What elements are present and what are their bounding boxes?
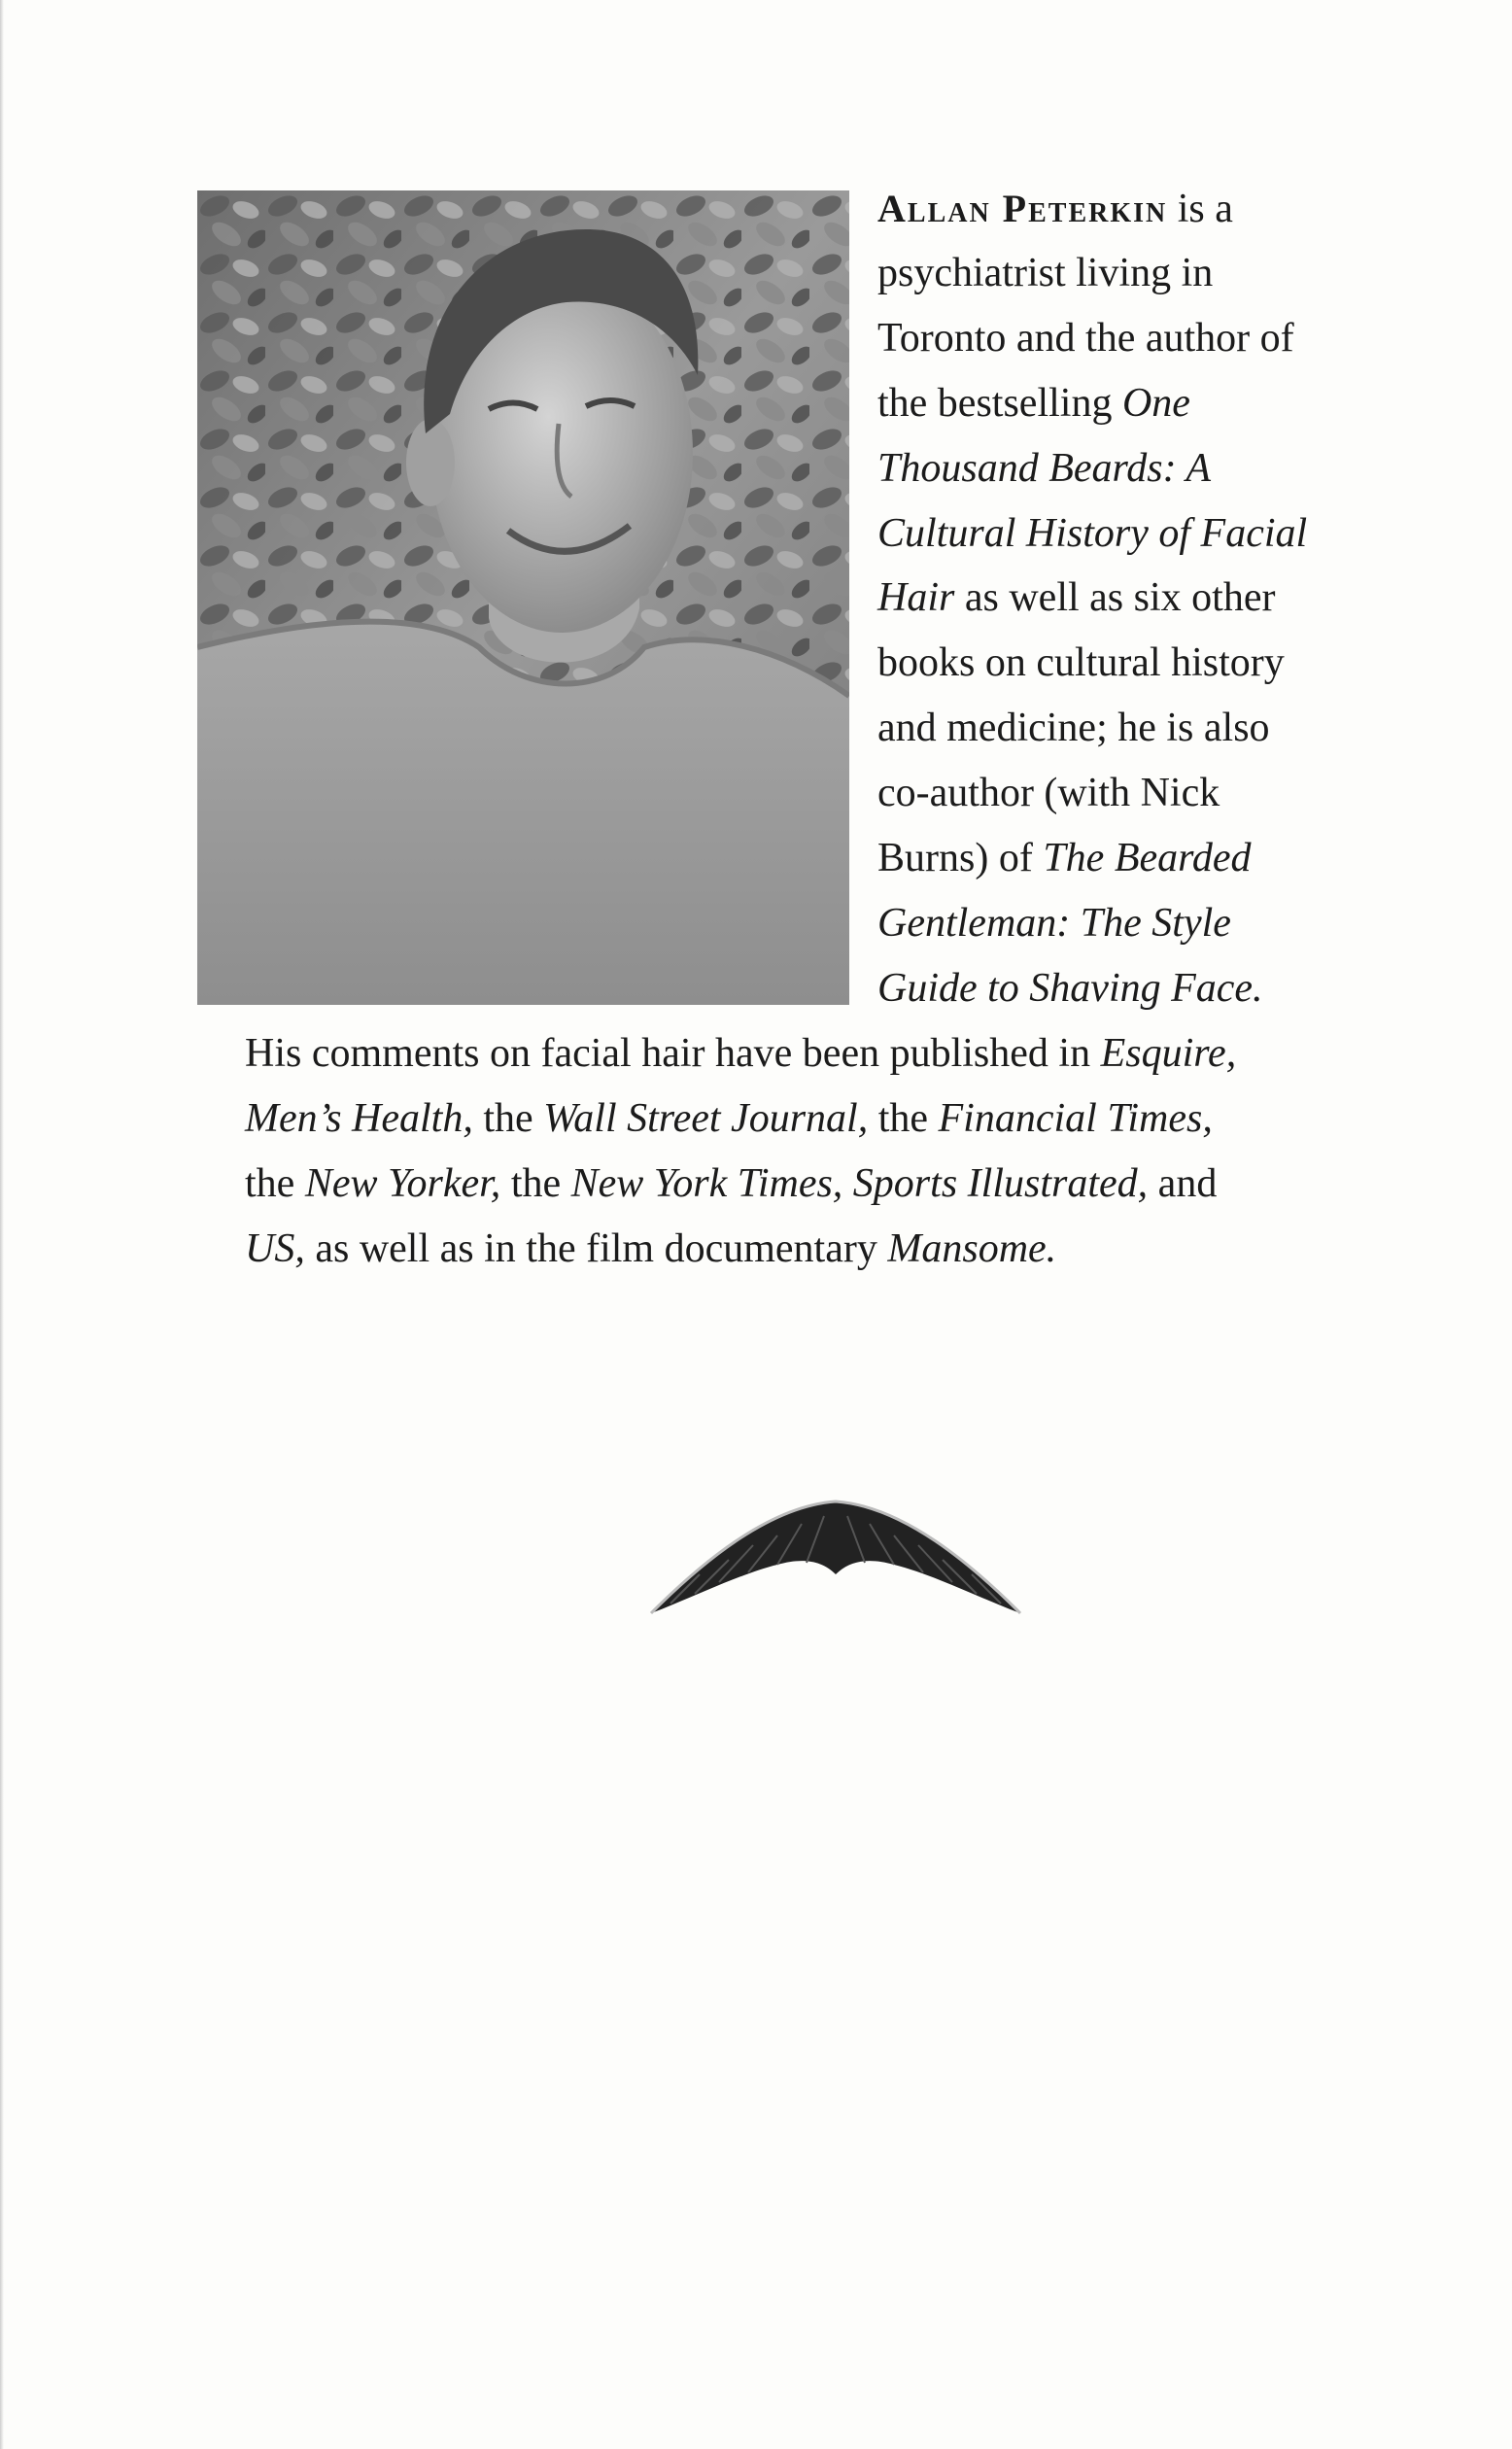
comments-text: His comments on facial hair have been published in xyxy=(245,1031,1101,1076)
bio-text: Toronto and the author of xyxy=(877,316,1294,361)
bio-line-10 xyxy=(877,773,1220,813)
publication-title: Wall Street Journal, xyxy=(543,1096,869,1141)
bio-line-9 xyxy=(877,707,1270,748)
comments-text: as well as in the film documentary xyxy=(304,1226,888,1271)
comments-text: the xyxy=(868,1096,939,1141)
bio-line-2 xyxy=(877,253,1213,293)
publication-title: Financial Times, xyxy=(938,1096,1213,1141)
comments-line-2 xyxy=(245,1098,1213,1139)
comments-text: the xyxy=(245,1161,305,1206)
publication-title: Esquire, xyxy=(1100,1031,1237,1076)
comments-line-4 xyxy=(245,1228,1056,1269)
bio-line-5 xyxy=(877,448,1211,489)
author-photo xyxy=(197,190,849,1005)
page-edge xyxy=(0,0,4,2449)
publication-title: New York Times, Sports Illustrated, xyxy=(570,1161,1149,1206)
comments-text: the xyxy=(500,1161,571,1206)
publication-title: New Yorker, xyxy=(304,1161,501,1206)
author-name: Allan Peterkin xyxy=(877,187,1168,230)
bio-text: is a xyxy=(1167,187,1233,231)
book-title: Guide to Shaving Face. xyxy=(877,966,1263,1011)
bio-text: Burns) of xyxy=(877,836,1044,880)
book-title: One xyxy=(1121,381,1190,426)
mustache-icon xyxy=(641,1467,1030,1642)
book-title: Thousand Beards: A xyxy=(877,446,1212,491)
bio-line-6 xyxy=(877,513,1307,554)
book-title: Hair xyxy=(877,575,955,620)
publication-title: Men’s Health, xyxy=(245,1096,473,1141)
bio-text: the bestselling xyxy=(877,381,1122,426)
bio-text: psychiatrist living in xyxy=(877,251,1214,295)
book-title: The Bearded xyxy=(1043,836,1252,880)
book-title: Gentleman: The Style xyxy=(877,901,1231,946)
comments-text: and xyxy=(1148,1161,1218,1206)
bio-text: books on cultural history xyxy=(877,640,1285,685)
book-title: Cultural History of Facial xyxy=(877,511,1308,556)
film-title: Mansome. xyxy=(887,1226,1057,1271)
bio-line-11 xyxy=(877,838,1252,879)
comments-text: the xyxy=(472,1096,544,1141)
comments-line-3 xyxy=(245,1163,1217,1204)
bio-line-12 xyxy=(877,903,1231,944)
bio-line-8 xyxy=(877,642,1285,683)
bio-text: and medicine; he is also xyxy=(877,706,1270,750)
bio-line-4 xyxy=(877,383,1190,424)
comments-line-1 xyxy=(245,1033,1236,1074)
bio-line-13 xyxy=(877,968,1263,1009)
publication-title: US, xyxy=(245,1226,305,1271)
bio-text: as well as six other xyxy=(954,575,1276,620)
bio-line-3 xyxy=(877,318,1294,359)
bio-line-1 xyxy=(877,189,1233,229)
bio-line-7 xyxy=(877,577,1275,618)
bio-text: co-author (with Nick xyxy=(877,771,1220,815)
